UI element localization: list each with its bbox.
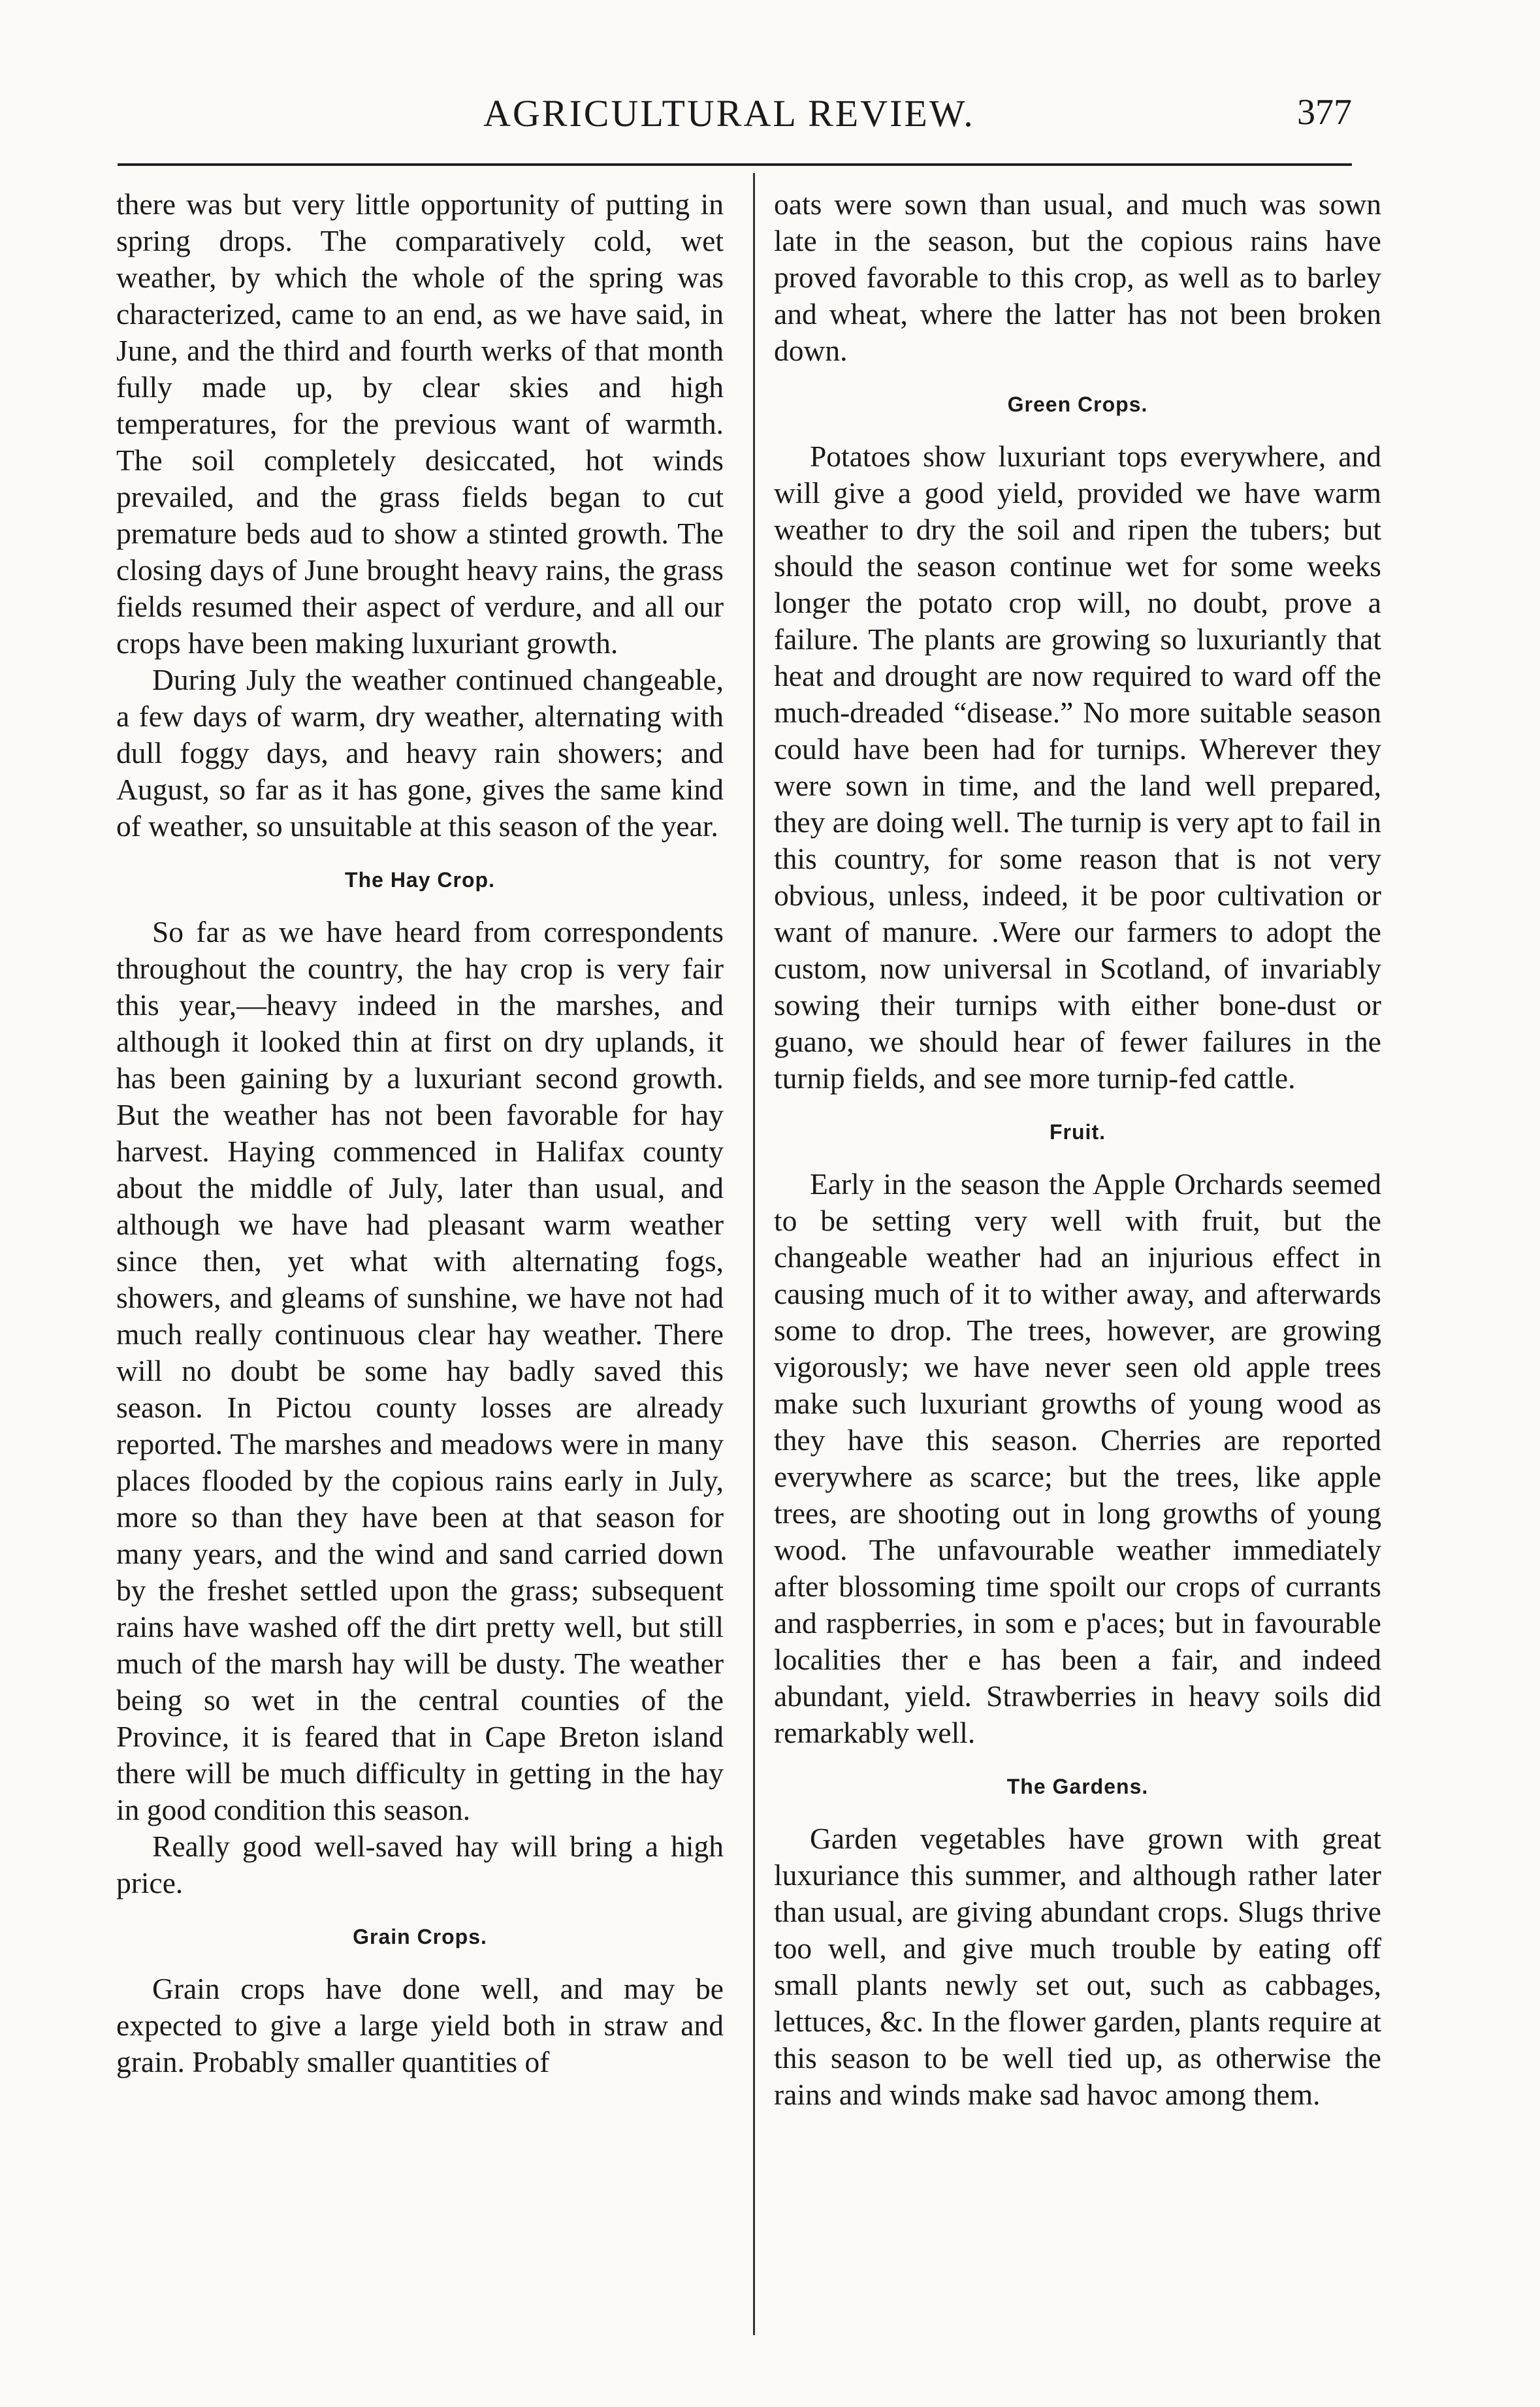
column-divider <box>753 173 755 2335</box>
paragraph: oats were sown than usual, and much was sown late in the season, but the copious rains have proved favorable to this crop, as well as to barley and wheat, where the latter has not been broken down. <box>774 187 1381 367</box>
running-head <box>118 91 1352 144</box>
running-title: AGRICULTURAL REVIEW. <box>483 92 975 135</box>
paragraph: there was but very little opportunity of putting in spring drops. The comparatively cold, wet weather, by which the whole of the spring was characterized, came to an end, as we have said, in June, and the third and fourth werks of that month fully made up, by clear skies and high temperatures, for the previous want of warmth. The soil completely desiccated, hot winds prevailed, and the grass fields began to cut premature beds aud to show a stinted growth. The closing days of June brought heavy rains, the grass fields resumed their aspect of verdure, and all our crops have been making luxuriant growth. <box>116 187 724 660</box>
section-heading-gardens: The Gardens. <box>1006 1775 1149 1798</box>
paragraph: Garden vegetables have grown with great luxuriance this summer, and although rather later than usual, are giving abundant crops. Slugs thrive too well, and give much trouble by eating off small plants newly set out, such as cabbages, lettuces, &c. In the flower garden, plants require at this season to be well tied up, as otherwise the rains and winds make sad havoc among them. <box>774 1822 1381 2111</box>
section-heading-hay-crop: The Hay Crop. <box>345 868 495 892</box>
section-heading-green-crops: Green Crops. <box>1007 393 1148 416</box>
paragraph: Really good well-saved hay will bring a high price. <box>116 1830 724 1899</box>
header-rule <box>118 163 1352 166</box>
page-number: 377 <box>1297 92 1352 133</box>
left-column <box>116 186 724 2080</box>
paragraph: Grain crops have done well, and may be expected to give a large yield both in straw and grain. Probably smaller quantities of <box>116 1972 724 2078</box>
paragraph: During July the weather continued changeable, a few days of warm, dry weather, alternating with dull foggy days, and heavy rain showers; and August, so far as it has gone, gives the same kind of weather, so unsuitable at this season of the year. <box>116 663 724 843</box>
paragraph: So far as we have heard from correspondents throughout the country, the hay crop is very fair this year,—heavy indeed in the marshes, and although it looked thin at first on dry uplands, it has been gaining by a luxuriant second growth. But the weather has not been favorable for hay harvest. Haying commenced in Halifax county about the middle of July, later than usual, and although we have had pleasant warm weather since then, yet what with alternating fogs, showers, and gleams of sunshine, we have not had much really continuous clear hay weather. There will no doubt be some hay badly saved this season. In Pictou county losses are already reported. The marshes and meadows were in many places flooded by the copious rains early in July, more so than they have been at that season for many years, and the wind and sand carried down by the freshet settled upon the grass; subsequent rains have washed off the dirt pretty well, but still much of the marsh hay will be dusty. The weather being so wet in the central counties of the Province, it is feared that in Cape Breton island there will be much difficulty in getting in the hay in good condition this season. <box>116 915 724 1826</box>
section-heading-grain-crops: Grain Crops. <box>353 1925 487 1948</box>
section-heading-fruit: Fruit. <box>1050 1120 1106 1144</box>
right-column <box>774 186 1381 2113</box>
paragraph: Potatoes show luxuriant tops everywhere, and will give a good yield, provided we have warm weather to dry the soil and ripen the tubers; but should the season continue wet for some weeks longer the potato crop will, no doubt, prove a failure. The plants are growing so luxuriantly that heat and drought are now required to ward off the much-dreaded “disease.” No more suitable season could have been had for turnips. Wherever they were sown in time, and the land well prepared, they are doing well. The turnip is very apt to fail in this country, for some reason that is not very obvious, unless, indeed, it be poor cultivation or want of manure. .Were our farmers to adopt the custom, now universal in Scotland, of invariably sowing their turnips with either bone-dust or guano, we should hear of fewer failures in the turnip fields, and see more turnip-fed cattle. <box>774 440 1381 1095</box>
paragraph: Early in the season the Apple Orchards seemed to be setting very well with fruit, but the changeable weather had an injurious effect in causing much of it to wither away, and afterwards some to drop. The trees, however, are growing vigorously; we have never seen old apple trees make such luxuriant growths of young wood as they have this season. Cherries are reported everywhere as scarce; but the trees, like apple trees, are shooting out in long growths of young wood. The unfavourable weather immediately after blossoming time spoilt our crops of currants and raspberries, in som e p'aces; but in favourable localities ther e has been a fair, and indeed abundant, yield. Strawberries in heavy soils did remarkably well. <box>774 1167 1381 1749</box>
